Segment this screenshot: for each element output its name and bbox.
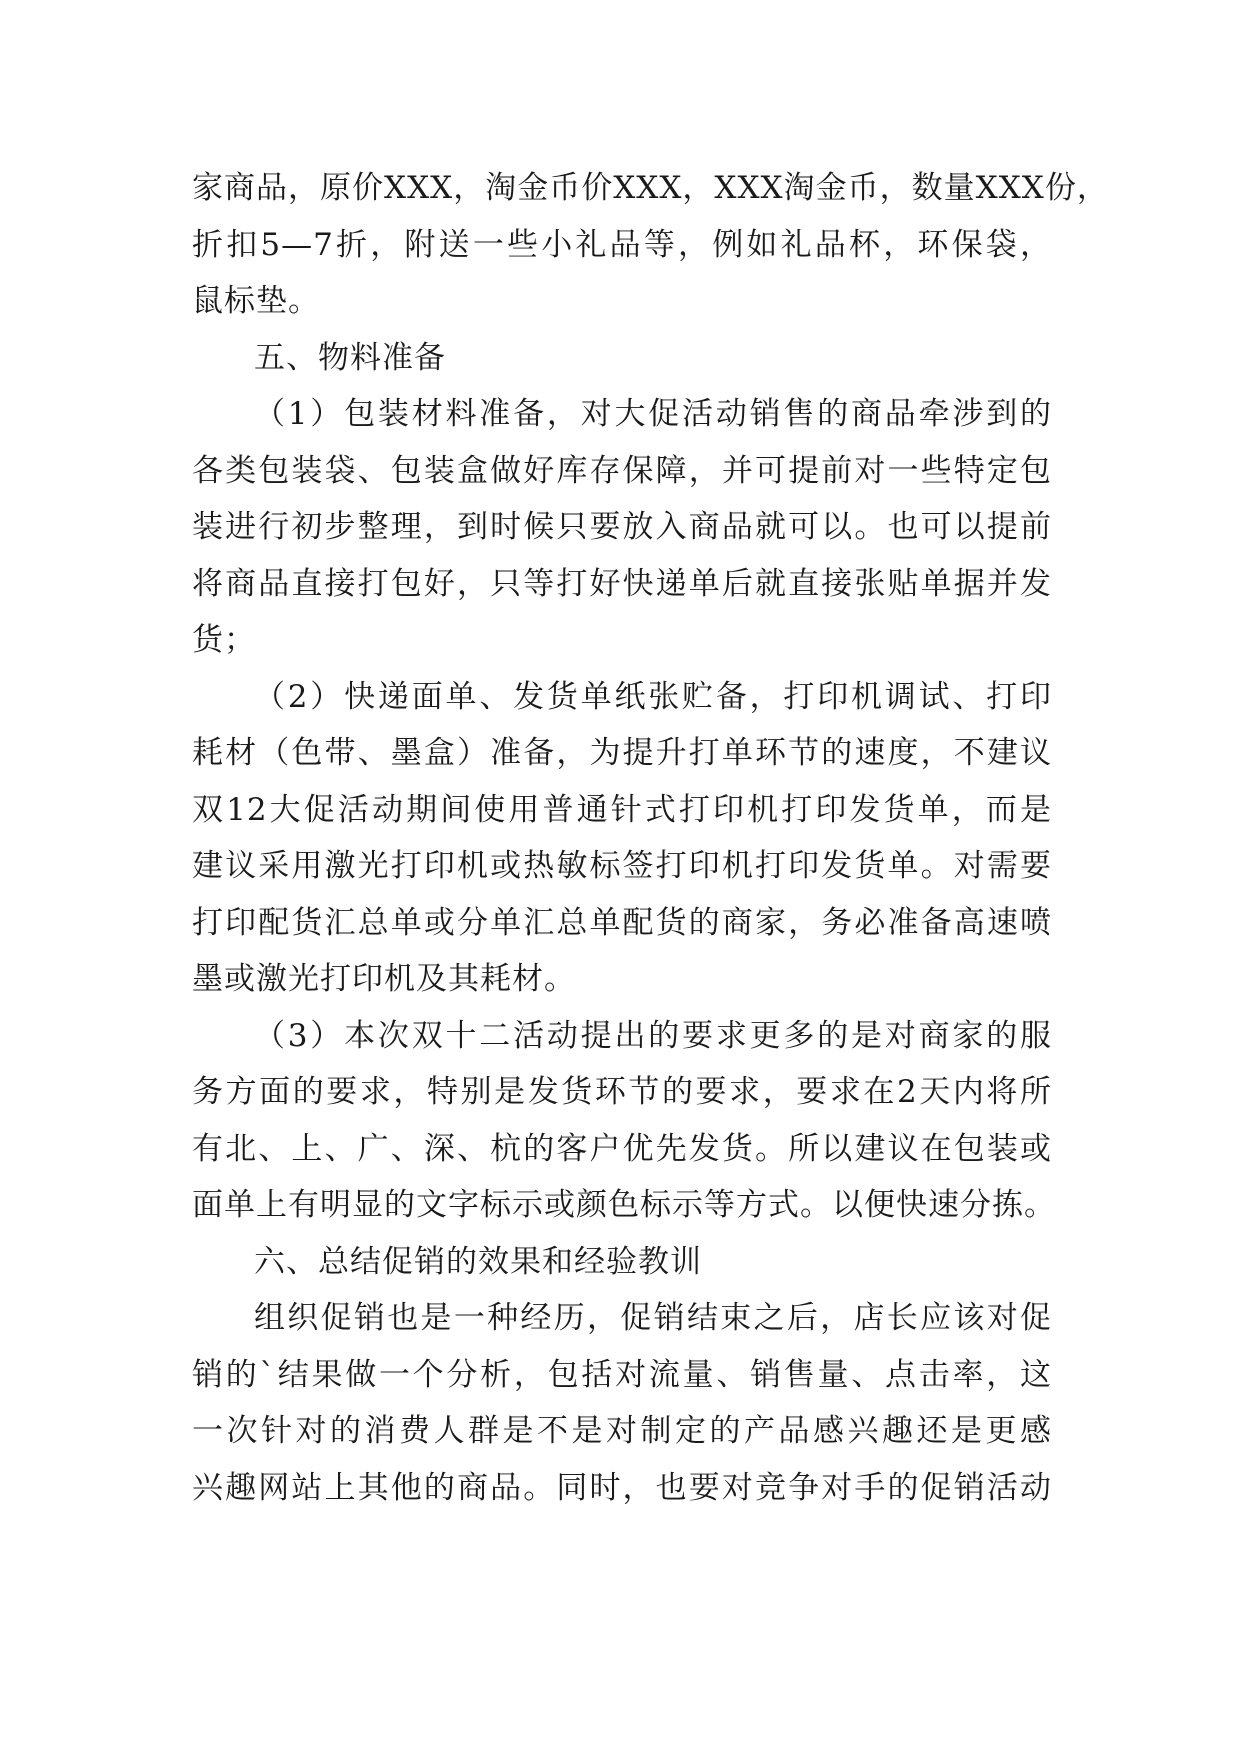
text-line: 建议采用激光打印机或热敏标签打印机打印发货单。对需要 [192,848,1052,884]
text-line: 销的`结果做一个分析，包括对流量、销售量、点击率，这 [192,1356,1052,1393]
text-line: 将商品直接打包好，只等打好快递单后就直接张贴单据并发 [192,565,1052,602]
text-line: 打印配货汇总单或分单汇总单配货的商家，务必准备高速喷 [192,904,1052,941]
text-line: 鼠标垫。 [192,283,320,319]
text-line: 双12大促活动期间使用普通针式打印机打印发货单，而是 [192,791,1052,828]
text-line: 务方面的要求，特别是发货环节的要求，要求在2天内将所 [192,1074,1052,1110]
text-line: 耗材（色带、墨盒）准备，为提升打单环节的速度，不建议 [192,735,1052,771]
text-line: 各类包装袋、包装盒做好库存保障，并可提前对一些特定包 [192,452,1052,489]
text-line: 面单上有明显的文字标示或颜色标示等方式。以便快速分拣。 [192,1187,1056,1223]
text-line: 装进行初步整理，到时候只要放入商品就可以。也可以提前 [192,509,1052,545]
text-line: （3）本次双十二活动提出的要求更多的是对商家的服 [254,1017,1052,1054]
text-line: 货； [192,622,256,658]
text-line: 折扣5—7折，附送一些小礼品等，例如礼品杯，环保袋， [192,226,1052,263]
text-line: 兴趣网站上其他的商品。同时，也要对竞争对手的促销活动 [192,1469,1052,1506]
text-line: （2）快递面单、发货单纸张贮备，打印机调试、打印 [254,678,1052,715]
text-line: 有北、上、广、深、杭的客户优先发货。所以建议在包装或 [192,1130,1052,1167]
text-line: 一次针对的消费人群是不是对制定的产品感兴趣还是更感 [192,1413,1052,1449]
text-line: 六、总结促销的效果和经验教训 [254,1243,702,1280]
text-line: 墨或激光打印机及其耗材。 [192,961,576,997]
text-line: 组织促销也是一种经历，促销结束之后，店长应该对促 [254,1300,1052,1336]
text-line: 五、物料准备 [254,339,446,376]
text-line: 家商品，原价XXX，淘金币价XXX，XXX淘金币，数量XXX份， [192,170,1109,206]
text-line: （1）包装材料准备，对大促活动销售的商品牵涉到的 [254,396,1052,432]
